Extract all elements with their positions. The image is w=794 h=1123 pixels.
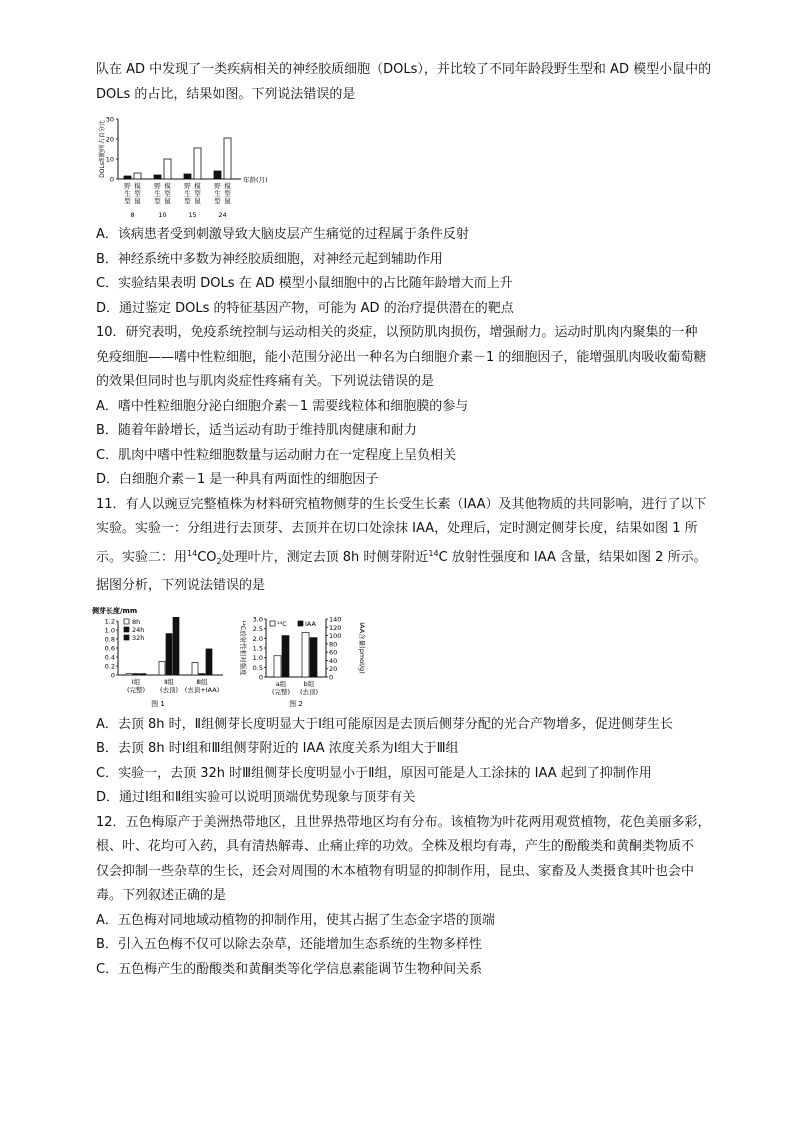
legend-label: 32h xyxy=(132,633,145,642)
q10-stem-line1: 10．研究表明，免疫系统控制与运动相关的炎症，以预防肌肉损伤，增强耐力。运动时肌肉内聚集的一种 xyxy=(96,325,698,340)
bar xyxy=(124,176,131,179)
category-label: (去顶) xyxy=(299,687,319,696)
bar-category-label: 型 xyxy=(124,197,131,205)
y-tick-label: 1.0 xyxy=(104,626,115,634)
bar-category-label: 模 xyxy=(164,182,171,190)
bar xyxy=(310,637,317,676)
y-tick-label-left: 2.0 xyxy=(252,634,263,643)
y-tick-label-left: 1.0 xyxy=(252,653,263,662)
bar xyxy=(282,635,289,676)
bar xyxy=(199,673,205,674)
y-tick-label-right: 20 xyxy=(329,664,338,673)
bar xyxy=(302,632,309,676)
bar-category-label: 型 xyxy=(184,197,191,205)
y-tick-label: 0.4 xyxy=(104,653,115,661)
category-label: (去顶) xyxy=(159,685,179,694)
bar xyxy=(134,173,141,179)
y-tick-label: 0.6 xyxy=(104,644,115,652)
y-tick-label: 0.8 xyxy=(104,635,115,643)
q12-option-a: A．五色梅对同地域动植物的抑制作用，使其占据了生态金字塔的顶端 xyxy=(96,912,495,928)
q9-option-b: B．神经系统中多数为神经胶质细胞，对神经元起到辅助作用 xyxy=(96,251,443,267)
q11-option-a: A．去顶 8h 时，Ⅱ组侧芽长度明显大于Ⅰ组可能原因是去顶后侧芽分配的光合产物增多，促进侧芽生长 xyxy=(96,716,673,732)
bar-category-label: 鼠 xyxy=(164,197,171,205)
bar-category-label: 生 xyxy=(124,189,131,198)
q10-option-a: A．嗜中性粒细胞分泌白细胞介素－1 需要线粒体和细胞膜的参与 xyxy=(96,398,469,414)
x-axis-label: 年龄(月) xyxy=(243,176,268,184)
category-label: (完整) xyxy=(126,685,146,694)
y-tick-label: 0.2 xyxy=(104,662,115,670)
bar xyxy=(184,174,191,179)
y-tick-label-right: 100 xyxy=(329,631,342,640)
y-tick-label: 30 xyxy=(105,115,114,124)
group-label: 24 xyxy=(218,211,227,219)
q10-option-b: B．随着年龄增长，适当运动有助于维持肌肉健康和耐力 xyxy=(96,423,417,438)
q10-option-d: D．白细胞介素－1 是一种具有两面性的细胞因子 xyxy=(96,472,379,487)
y-tick-label-left: 2.5 xyxy=(252,624,263,633)
figure1-chart-svg xyxy=(78,605,228,709)
category-label: (去顶+IAA) xyxy=(184,685,220,694)
bar-category-label: 型 xyxy=(194,189,201,198)
legend-swatch xyxy=(124,619,129,624)
q9-option-d: D．通过鉴定 DOLs 的特征基因产物，可能为 AD 的治疗提供潜在的靶点 xyxy=(96,300,514,316)
q11-option-b: B．去顶 8h 时Ⅰ组和Ⅲ组侧芽附近的 IAA 浓度关系为Ⅰ组大于Ⅲ组 xyxy=(96,741,459,756)
figure2-chart-svg xyxy=(236,605,366,709)
bar-category-label: 鼠 xyxy=(194,197,201,205)
bar xyxy=(214,171,221,179)
legend-swatch xyxy=(298,621,303,626)
bar-category-label: 模 xyxy=(194,182,201,190)
legend-label: ¹⁴C xyxy=(277,619,287,628)
q10-stem-line2: 免疫细胞——嗜中性粒细胞，能小范围分泌出一种名为白细胞介素－1 的细胞因子，能增强肌肉吸收葡萄糖 xyxy=(96,349,707,365)
y-axis-label-left: ¹⁴C放射性相对强度 xyxy=(239,619,247,676)
bar-category-label: 生 xyxy=(154,189,161,198)
q12-option-c: C．五色梅产生的酚酸类和黄酮类等化学信息素能调节生物种间关系 xyxy=(96,961,483,977)
bar-category-label: 鼠 xyxy=(134,197,141,205)
category-label: b组 xyxy=(303,679,315,688)
y-tick-label-right: 120 xyxy=(329,623,342,632)
q11-stem-line4: 据图分析，下列说法错误的是 xyxy=(96,578,266,593)
y-tick-label-right: 140 xyxy=(329,615,342,623)
legend-swatch xyxy=(270,621,275,626)
q12-stem-line2: 根、叶、花均可入药，具有清热解毒、止痛止痒的功效。全株及根均有毒，产生的酚酸类和黄酮类物质不 xyxy=(96,839,695,854)
bar-category-label: 野 xyxy=(154,182,161,190)
group-label: 15 xyxy=(188,211,197,219)
exam-page xyxy=(92,58,736,982)
y-tick-label: 1.2 xyxy=(104,617,115,625)
bar xyxy=(166,633,172,674)
bar-category-label: 野 xyxy=(214,182,221,190)
y-tick-label-left: 1.5 xyxy=(252,644,263,652)
y-tick-label-right: 40 xyxy=(329,656,338,665)
bar xyxy=(224,138,231,179)
q11-stem-line3: 示。实验二：用$^{14}CO_2$处理叶片，测定去顶 8h 时侧芽附近$^{14}$C 放射性强度和 IAA 含量，结果如图 2 所示。 xyxy=(96,548,707,566)
q12-stem-line4: 毒。下列叙述正确的是 xyxy=(96,888,227,903)
y-axis-label-right: IAA含量(pmol/g) xyxy=(358,621,366,674)
bar xyxy=(274,655,281,676)
y-axis-label: 侧芽长度/mm xyxy=(92,606,138,615)
bar xyxy=(140,673,146,674)
figure-caption: 图 1 xyxy=(151,699,165,708)
q9-stem-line1: 队在 AD 中发现了一类疾病相关的神经胶质细胞（DOLs），并比较了不同年龄段野生型和 AD 模型小鼠中的 xyxy=(96,62,712,77)
bar xyxy=(126,673,132,674)
category-label: Ⅲ组 xyxy=(196,677,208,686)
q11-stem-line2: 实验。实验一：分组进行去顶芽、去顶并在切口处涂抹 IAA，处理后，定时测定侧芽长度，结果如图 1 所 xyxy=(96,521,698,536)
category-label: Ⅱ组 xyxy=(164,677,174,686)
q11-stem-line1: 11．有人以豌豆完整植株为材料研究植物侧芽的生长受生长素（IAA）及其他物质的共同影响，进行了以下 xyxy=(96,496,707,512)
y-axis-label: DOLs细胞所占百分比 xyxy=(99,120,106,178)
q11-option-c: C．实验一，去顶 32h 时Ⅲ组侧芽长度明显小于Ⅱ组，原因可能是人工涂抹的 IAA 起到了抑制作用 xyxy=(96,765,652,781)
legend-label: IAA xyxy=(305,619,316,628)
dols-bar-chart xyxy=(96,111,736,221)
bar xyxy=(173,617,179,675)
q11-option-d: D．通过Ⅰ组和Ⅱ组实验可以说明顶端优势现象与顶芽有关 xyxy=(96,790,416,805)
category-label: Ⅰ组 xyxy=(131,677,141,686)
y-tick-label: 0 xyxy=(110,671,115,679)
bar-category-label: 型 xyxy=(214,197,221,205)
group-label: 8 xyxy=(130,211,135,219)
legend-label: 8h xyxy=(132,617,141,626)
bar-category-label: 模 xyxy=(134,182,141,190)
bar-category-label: 生 xyxy=(214,189,221,198)
bar xyxy=(133,673,139,674)
bar-category-label: 模 xyxy=(224,182,231,190)
bar xyxy=(194,148,201,179)
y-tick-label-right: 60 xyxy=(329,648,338,657)
q12-stem-line3: 仅会抑制一些杂草的生长，还会对周围的木本植物有明显的抑制作用，昆虫、家畜及人类摄食其叶也会中 xyxy=(96,863,695,879)
category-label: (完整) xyxy=(271,687,291,696)
bar xyxy=(159,661,165,675)
legend-label: 24h xyxy=(132,625,145,634)
group-label: 10 xyxy=(158,211,167,219)
y-tick-label-left: 3.0 xyxy=(252,615,263,623)
q12-option-b: B．引入五色梅不仅可以除去杂草，还能增加生态系统的生物多样性 xyxy=(96,937,482,952)
q12-stem-line1: 12．五色梅原产于美洲热带地区，且世界热带地区均有分布。该植物为叶花两用观赏植物，花色美丽多彩， xyxy=(96,814,711,830)
q9-option-a: A．该病患者受到刺激导致大脑皮层产生痛觉的过程属于条件反射 xyxy=(96,227,469,242)
y-tick-label: 20 xyxy=(105,135,114,144)
bar xyxy=(154,175,161,179)
y-tick-label-left: 0.5 xyxy=(252,663,263,672)
legend-swatch xyxy=(124,627,129,632)
bar xyxy=(164,159,171,179)
bar xyxy=(206,648,212,674)
dols-chart-svg xyxy=(96,111,296,221)
bar-category-label: 生 xyxy=(184,189,191,198)
bar-category-label: 野 xyxy=(124,182,131,190)
y-tick-label-left: 0 xyxy=(258,673,263,681)
y-tick-label: 0 xyxy=(109,175,114,184)
bar-category-label: 野 xyxy=(184,182,191,190)
y-tick-label-right: 80 xyxy=(329,639,338,648)
y-tick-label-right: 0 xyxy=(329,673,334,681)
legend-swatch xyxy=(124,635,129,640)
q10-option-c: C．肌肉中嗜中性粒细胞数量与运动耐力在一定程度上呈负相关 xyxy=(96,447,457,463)
bar-category-label: 型 xyxy=(154,197,161,205)
q10-stem-line3: 的效果但同时也与肌肉炎症性疼痛有关。下列说法错误的是 xyxy=(96,374,435,389)
y-tick-label: 10 xyxy=(105,155,114,164)
q9-stem-line2: DOLs 的占比，结果如图。下列说法错误的是 xyxy=(96,86,356,102)
bar-category-label: 型 xyxy=(164,189,171,198)
q11-figures xyxy=(92,605,736,709)
bar-category-label: 型 xyxy=(224,189,231,198)
figure-caption: 图 2 xyxy=(289,699,303,708)
bar-category-label: 型 xyxy=(134,189,141,198)
q9-option-c: C．实验结果表明 DOLs 在 AD 模型小鼠细胞中的占比随年龄增大而上升 xyxy=(96,276,513,291)
bar-category-label: 鼠 xyxy=(224,197,231,205)
category-label: a组 xyxy=(275,679,287,688)
bar xyxy=(192,662,198,675)
